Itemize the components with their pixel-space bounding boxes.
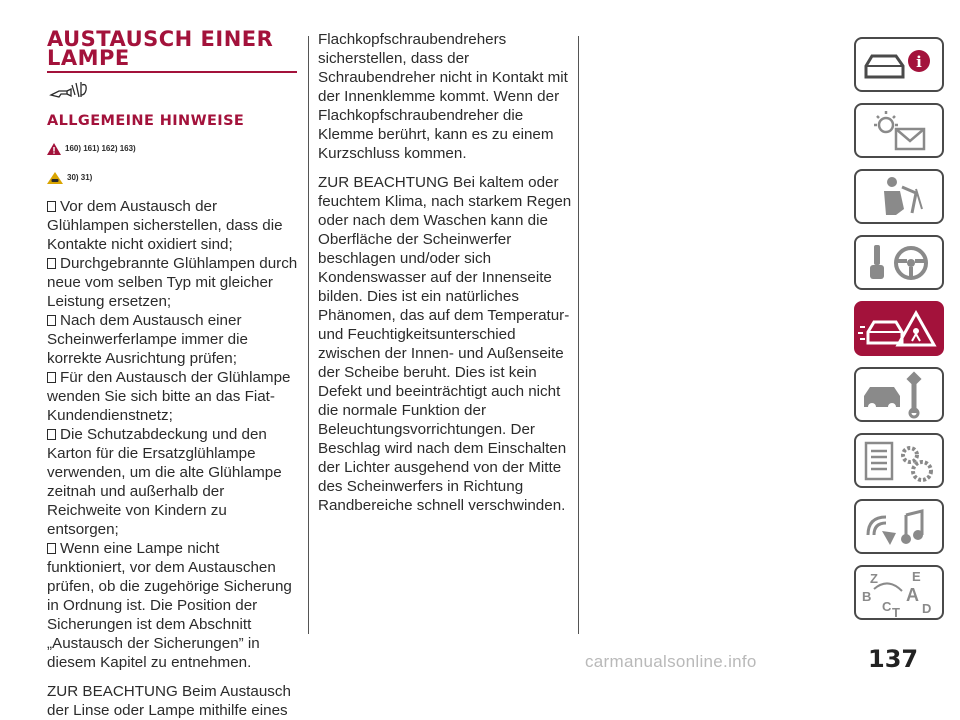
column-divider-2 (578, 36, 579, 634)
car-wrench-icon (856, 369, 944, 422)
note-paragraph-start: ZUR BEACHTUNG Beim Austausch der Linse oder Lampe mithilfe eines (47, 683, 291, 719)
page-number: 137 (868, 645, 919, 673)
title-line-2: LAMPE (47, 46, 130, 70)
car-breakdown-warning-icon (856, 303, 944, 356)
checkbox-bullet-icon (47, 258, 56, 269)
list-item: Für den Austausch der Glühlampe wenden Sie sich bitte an das Fiat-Kundendienstnetz; (47, 369, 291, 424)
tab-warning-lights[interactable] (854, 103, 944, 158)
list-item: Wenn eine Lampe nicht funktioniert, vor dem Austauschen prüfen, ob die zugehörige Sicherung in Ordnung ist. Die Position der Sicherungen ist dem Abschnitt „Austausch der Sicherungen” in diesem Kapitel zu entnehmen. (47, 540, 292, 671)
checkbox-bullet-icon (47, 543, 56, 554)
multimedia-icon (856, 501, 944, 554)
danger-triangle-icon (47, 143, 61, 155)
alphabetical-index-icon (856, 567, 944, 620)
index-letter: T (892, 605, 900, 620)
caution-car-icon (47, 172, 63, 184)
index-letter: E (912, 569, 921, 584)
title-line-1: AUSTAUSCH EINER (47, 27, 274, 51)
specs-gears-icon (856, 435, 944, 488)
tab-emergency[interactable] (854, 301, 944, 356)
key-steering-wheel-icon (856, 237, 944, 290)
watermark: carmanualsonline.info (585, 652, 757, 671)
tab-safety[interactable] (854, 169, 944, 224)
checkbox-bullet-icon (47, 372, 56, 383)
tab-technical-data[interactable] (854, 433, 944, 488)
index-letter: A (906, 585, 919, 605)
caution-refs-text: 30) 31) (67, 173, 93, 182)
danger-references (47, 139, 302, 158)
tab-car-info[interactable] (854, 37, 944, 92)
list-item: Die Schutzabdeckung und den Karton für die Ersatzglühlampe verwenden, um die alte Glühlampe zeitnah und außerhalb der Reichweite von Kindern zu entsorgen; (47, 426, 282, 538)
note-paragraph-continued: Flachkopfschraubendrehers sicherstellen, dass der Schraubendreher nicht in Kontakt mit der Innenklemme kommt. Wenn der Flachkopfschraubendreher die Klemme berührt, kann es zu einem Kurzschluss kommen. (318, 31, 568, 162)
tab-index[interactable] (854, 565, 944, 620)
index-letter: B (862, 589, 872, 604)
warning-lights-mail-icon (856, 105, 944, 158)
list-item: Durchgebrannte Glühlampen durch neue vom selben Typ mit gleicher Leistung ersetzen; (47, 255, 298, 310)
tab-multimedia[interactable] (854, 499, 944, 554)
checkbox-bullet-icon (47, 315, 56, 326)
index-letter: D (922, 601, 932, 616)
list-item: Nach dem Austausch einer Scheinwerferlampe immer die korrekte Ausrichtung prüfen; (47, 312, 248, 367)
page-title (47, 27, 302, 70)
section-heading: ALLGEMEINE HINWEISE (47, 113, 245, 129)
title-rule (47, 71, 297, 73)
hand-bulb-icon (49, 81, 91, 101)
note-paragraph-2: ZUR BEACHTUNG Bei kaltem oder feuchtem Klima, nach starkem Regen oder nach dem Waschen kann die Oberfläche der Scheinwerfer beschlagen und/oder sich Kondenswasser auf der Innenseite bilden. Dies ist ein natürliches Phänomen, das auf dem Temperatur- und Feuchtigkeitsunterschied zwischen der Innen- und Außenseite der Scheibe beruht. Dies ist kein Defekt und beeinträchtigt auch nicht die normale Funktion der Beleuchtungsvorrichtungen. Der Beschlag wird nach dem Einschalten der Lichter ausgehend von der Mitte des Scheinwerfers in Richtung Randbereiche schnell verschwinden. (318, 174, 572, 514)
left-column (47, 27, 302, 720)
svg-text:i: i (916, 53, 922, 71)
seat-safety-icon (856, 171, 944, 224)
index-letter: C (882, 599, 892, 614)
tab-starting-driving[interactable] (854, 235, 944, 290)
tab-maintenance[interactable] (854, 367, 944, 422)
car-info-icon (856, 39, 944, 92)
danger-refs-text: 160) 161) 162) 163) (65, 144, 136, 153)
caution-references (47, 168, 302, 187)
right-column (318, 30, 572, 515)
checkbox-bullet-icon (47, 429, 56, 440)
list-item: Vor dem Austausch der Glühlampen sicherstellen, dass die Kontakte nicht oxidiert sind; (47, 198, 283, 253)
index-letter: Z (870, 571, 878, 586)
checkbox-bullet-icon (47, 201, 56, 212)
column-divider-1 (308, 36, 309, 634)
